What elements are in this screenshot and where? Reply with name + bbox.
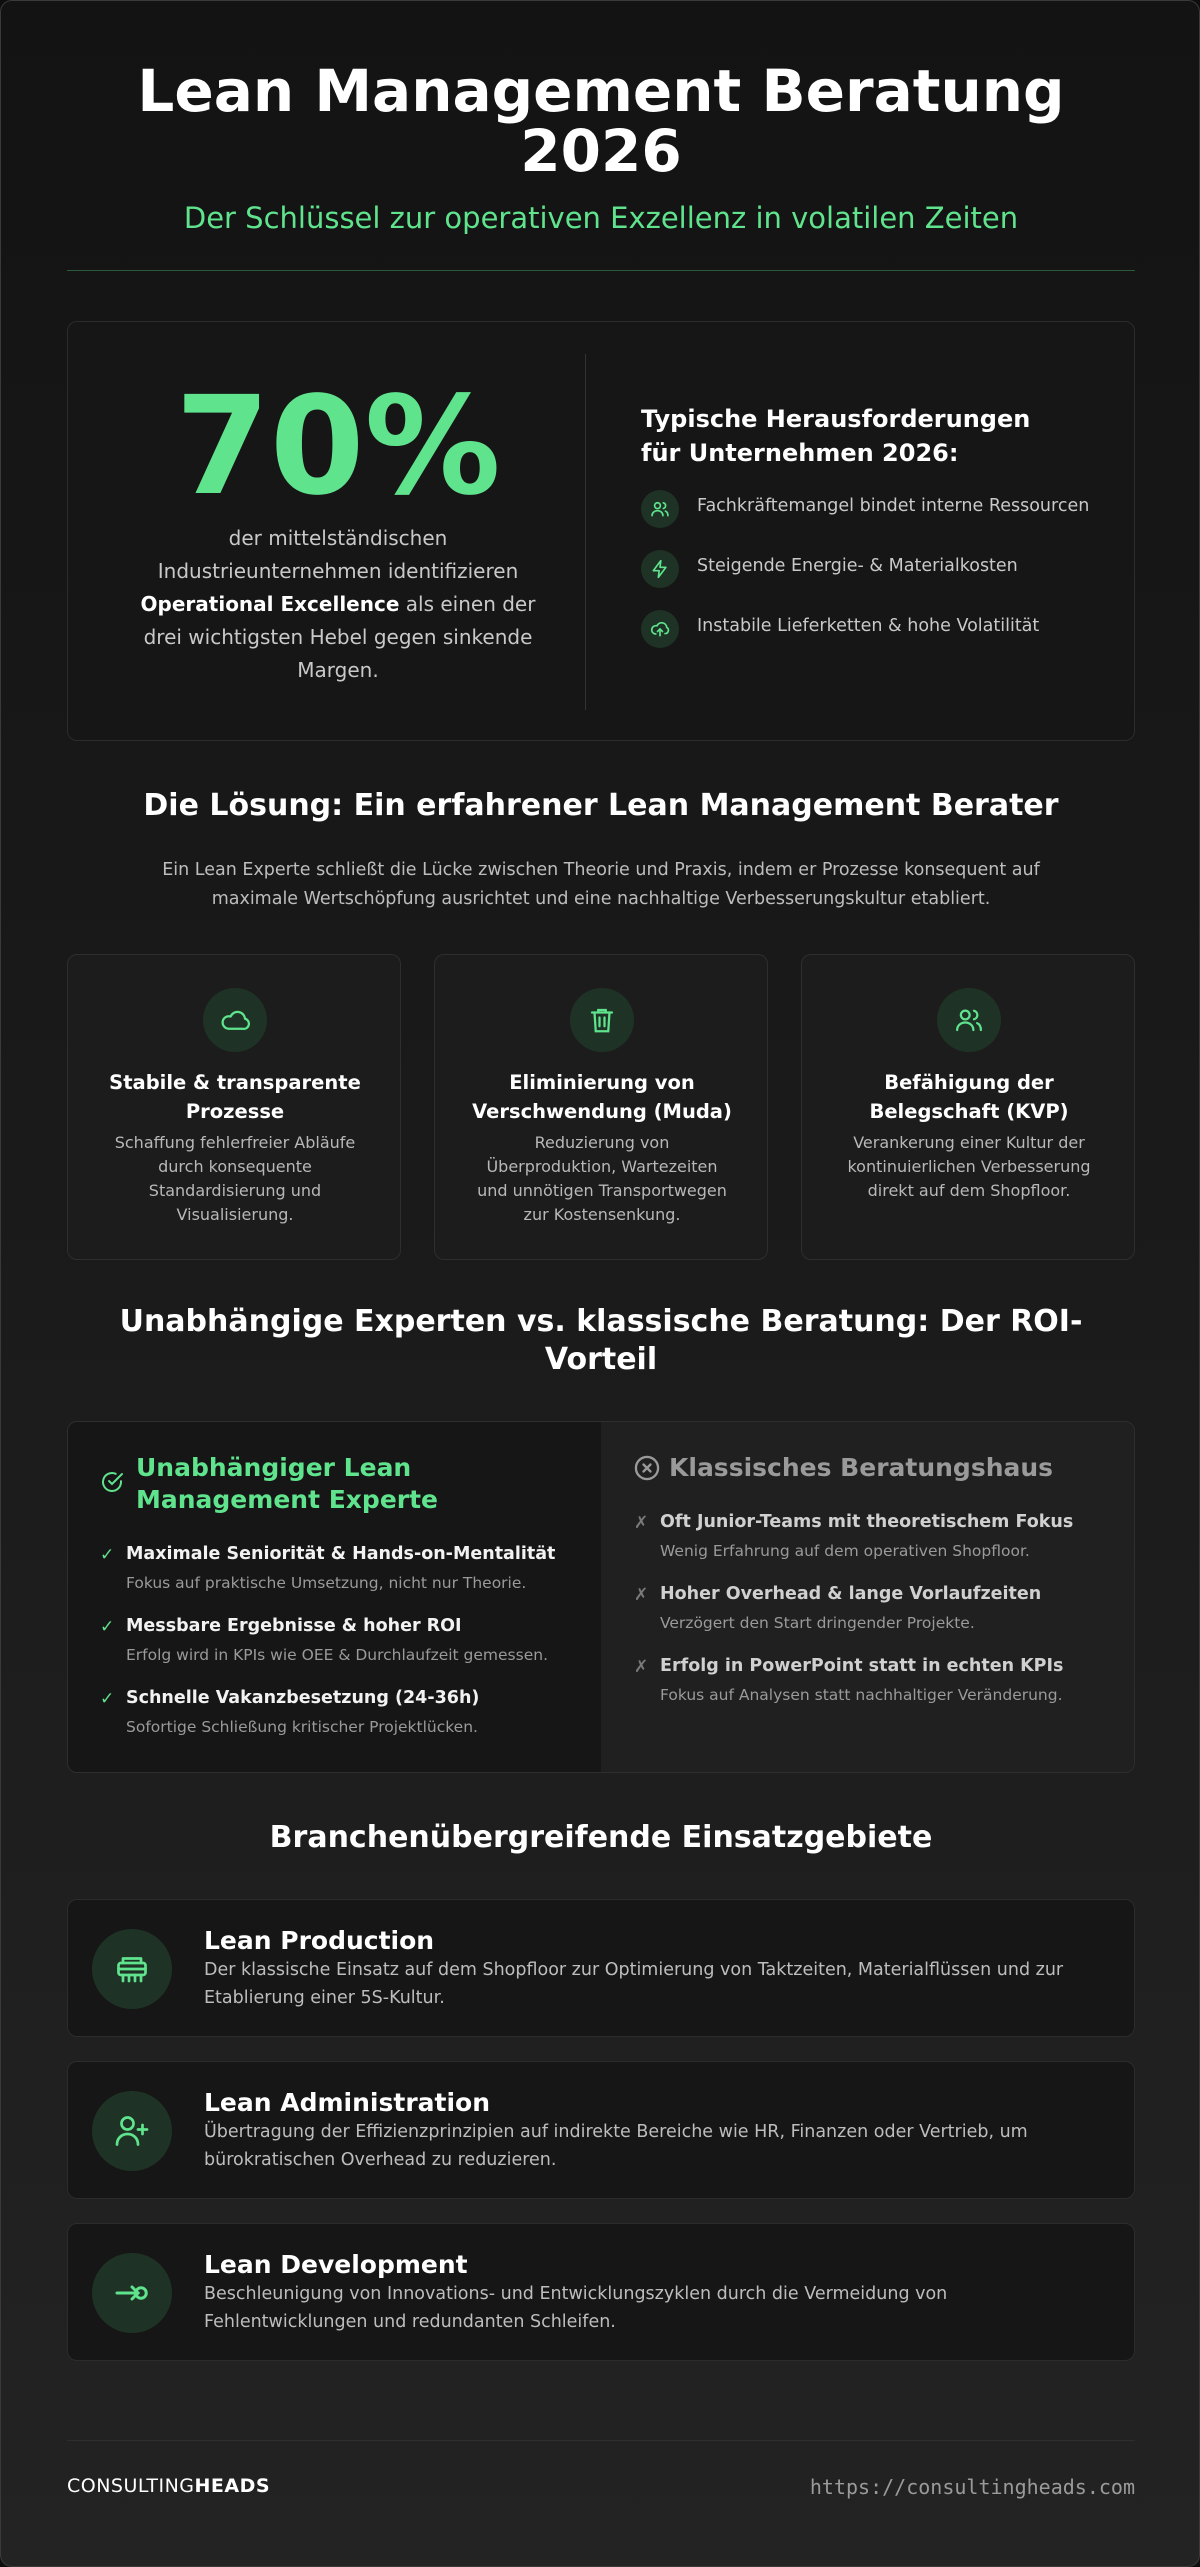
- check-icon: ✓: [100, 1617, 115, 1637]
- comparison-right-item: [634, 1510, 1120, 1562]
- comparison-item-title: Maximale Seniorität & Hands-on-Mentalität: [126, 1544, 556, 1564]
- challenge-text: Steigende Energie- & Materialkosten: [697, 556, 1018, 576]
- title-line-2: 2026: [520, 117, 682, 185]
- brand-logo[interactable]: [67, 2475, 270, 2497]
- area-title: Lean Production: [204, 1926, 435, 1955]
- comparison-card: [67, 1421, 1135, 1773]
- comparison-item-desc: Wenig Erfahrung auf dem operativen Shopfloor.: [660, 1542, 1030, 1560]
- page-title: [67, 57, 1135, 185]
- logo-part-1: CONSULTING: [67, 2475, 195, 2497]
- areas-title: Branchenübergreifende Einsatzgebiete: [269, 1820, 933, 1855]
- lightning-icon: [641, 550, 679, 588]
- area-card: [67, 2061, 1135, 2199]
- solution-card-title: Eliminierung von Verschwendung (Muda): [472, 1071, 732, 1123]
- comparison-item-title: Hoher Overhead & lange Vorlaufzeiten: [660, 1584, 1042, 1604]
- logo-part-2: HEADS: [194, 2475, 271, 2497]
- comparison-item-desc: Sofortige Schließung kritischer Projektlücken.: [126, 1718, 478, 1736]
- check-icon: ✓: [100, 1545, 115, 1565]
- stat-text-pre: der mittelständischen Industrieunternehmen identifizieren: [157, 526, 519, 583]
- trash-icon: [570, 988, 634, 1052]
- comparison-left-title: Unabhängiger Lean Management Experte: [136, 1453, 439, 1514]
- area-desc: Übertragung der Effizienzprinzipien auf indirekte Bereiche wie HR, Finanzen oder Vertrieb, um bürokratischen Overhead zu reduzieren.: [204, 2122, 1028, 2170]
- area-title: Lean Administration: [204, 2088, 491, 2117]
- stat-text-post: als einen der drei wichtigsten Hebel gegen sinkende Margen.: [143, 592, 536, 682]
- cross-icon: ✗: [634, 1657, 649, 1677]
- check-circle-icon: [100, 1470, 124, 1498]
- solution-card-desc: Reduzierung von Überproduktion, Wartezeiten und unnötigen Transportwegen zur Kostensenkung.: [477, 1133, 727, 1224]
- comparison-left-item: [100, 1542, 586, 1594]
- website-link[interactable]: https://consultingheads.com: [809, 2475, 1135, 2499]
- footer-divider: [67, 2440, 1135, 2441]
- challenge-text: Fachkräftemangel bindet interne Ressourcen: [697, 496, 1090, 516]
- stat-block: [108, 322, 568, 742]
- comparison-item-title: Erfolg in PowerPoint statt in echten KPIs: [660, 1656, 1064, 1676]
- users-icon: [641, 490, 679, 528]
- comparison-item-title: Messbare Ergebnisse & hoher ROI: [126, 1616, 462, 1636]
- area-card: [67, 2223, 1135, 2361]
- area-card: [67, 1899, 1135, 2037]
- cloud-upload-icon: [641, 610, 679, 648]
- title-line-1: Lean Management Beratung: [137, 57, 1065, 125]
- challenges-title: Typische Herausforderungen für Unternehmen 2026:: [641, 405, 1031, 467]
- comparison-right-item: [634, 1654, 1120, 1706]
- comparison-title: Unabhängige Experten vs. klassische Beratung: Der ROI-Vorteil: [119, 1304, 1083, 1377]
- users-icon: [937, 988, 1001, 1052]
- area-desc: Beschleunigung von Innovations- und Entwicklungszyklen durch die Vermeidung von Fehlentwicklungen und redundanten Schleifen.: [204, 2284, 948, 2332]
- stat-card: [67, 321, 1135, 741]
- solution-card-title: Stabile & transparente Prozesse: [109, 1071, 361, 1123]
- check-icon: ✓: [100, 1689, 115, 1709]
- solution-lead: Ein Lean Experte schließt die Lücke zwischen Theorie und Praxis, indem er Prozesse konsequent auf maximale Wertschöpfung ausrichtet und eine nachhaltige Verbesserungskultur etabliert.: [162, 860, 1040, 909]
- solution-card: [67, 954, 401, 1260]
- cross-icon: ✗: [634, 1585, 649, 1605]
- comparison-item-desc: Fokus auf praktische Umsetzung, nicht nur Theorie.: [126, 1574, 527, 1592]
- cross-icon: ✗: [634, 1513, 649, 1533]
- solution-card: [434, 954, 768, 1260]
- solution-title: Die Lösung: Ein erfahrener Lean Management Berater: [143, 788, 1059, 823]
- area-desc: Der klassische Einsatz auf dem Shopfloor zur Optimierung von Taktzeiten, Materialflüssen und zur Etablierung einer 5S-Kultur.: [204, 1960, 1064, 2008]
- arrow-target-icon: [92, 2253, 172, 2333]
- challenge-item: [641, 492, 1101, 532]
- header-divider: [67, 270, 1135, 271]
- comparison-right-item: [634, 1582, 1120, 1634]
- comparison-left-item: [100, 1686, 586, 1738]
- stat-description: [138, 522, 538, 687]
- user-plus-icon: [92, 2091, 172, 2171]
- area-title: Lean Development: [204, 2250, 468, 2279]
- factory-icon: [92, 1929, 172, 2009]
- challenge-item: [641, 612, 1101, 652]
- comparison-left-item: [100, 1614, 586, 1666]
- solution-card: [801, 954, 1135, 1260]
- stat-number: 70%: [175, 368, 501, 526]
- comparison-item-title: Oft Junior-Teams mit theoretischem Fokus: [660, 1512, 1074, 1532]
- solution-card-desc: Verankerung einer Kultur der kontinuierlichen Verbesserung direkt auf dem Shopfloor.: [847, 1133, 1091, 1200]
- comparison-right-title: Klassisches Beratungshaus: [669, 1453, 1054, 1482]
- challenge-text: Instabile Lieferketten & hohe Volatilität: [697, 616, 1040, 636]
- solution-card-title: Befähigung der Belegschaft (KVP): [869, 1071, 1069, 1123]
- page-subtitle: Der Schlüssel zur operativen Exzellenz in volatilen Zeiten: [183, 201, 1019, 235]
- cloud-icon: [203, 988, 267, 1052]
- comparison-item-desc: Erfolg wird in KPIs wie OEE & Durchlaufzeit gemessen.: [126, 1646, 548, 1664]
- stat-divider: [585, 354, 586, 710]
- comparison-item-desc: Fokus auf Analysen statt nachhaltiger Veränderung.: [660, 1686, 1063, 1704]
- solution-card-desc: Schaffung fehlerfreier Abläufe durch konsequente Standardisierung und Visualisierung.: [114, 1133, 356, 1224]
- x-circle-icon: [633, 1454, 661, 1486]
- challenge-item: [641, 552, 1101, 592]
- challenges-block: [641, 402, 1101, 652]
- comparison-item-desc: Verzögert den Start dringender Projekte.: [660, 1614, 975, 1632]
- comparison-item-title: Schnelle Vakanzbesetzung (24-36h): [126, 1688, 480, 1708]
- stat-text-bold: Operational Excellence: [140, 592, 400, 616]
